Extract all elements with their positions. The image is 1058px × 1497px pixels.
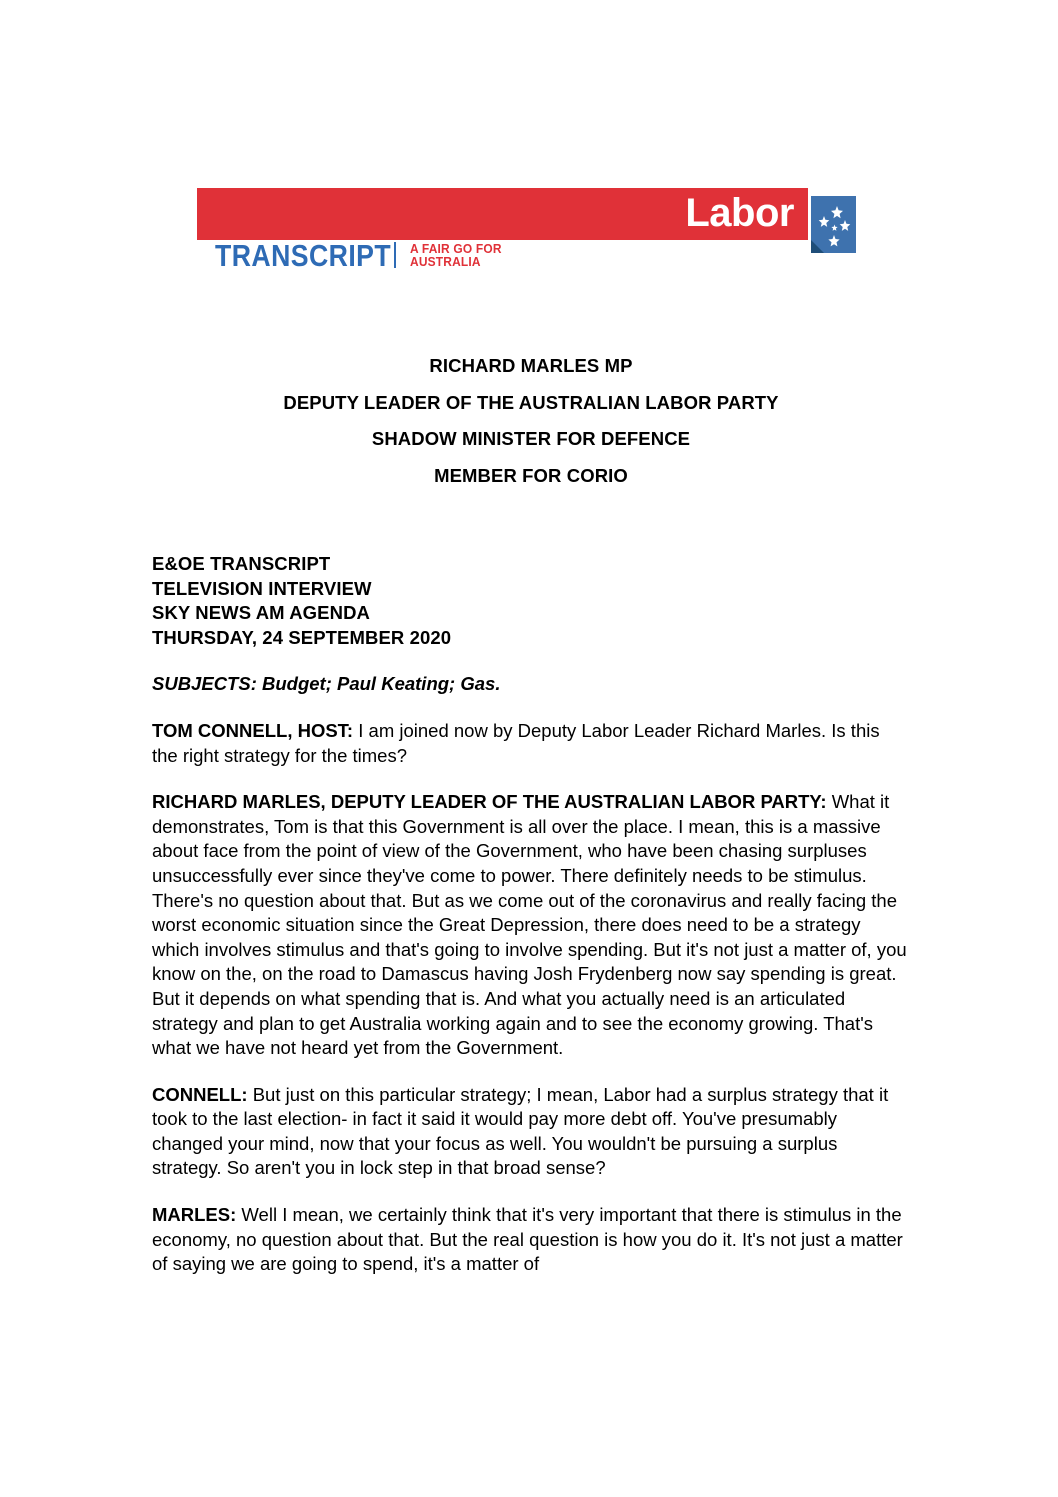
southern-cross-icon: [811, 196, 856, 253]
meta-line-type: TELEVISION INTERVIEW: [152, 577, 372, 599]
meta-line-eoe: E&OE TRANSCRIPT: [152, 553, 331, 574]
document-content: [152, 348, 910, 1277]
title-line-role-deputy-leader: DEPUTY LEADER OF THE AUSTRALIAN LABOR PARTY: [283, 391, 779, 413]
subjects-line: SUBJECTS: Budget; Paul Keating; Gas.: [152, 673, 501, 695]
transcript-paragraph: [152, 790, 910, 1061]
transcript-paragraph: [152, 1083, 910, 1181]
speaker-label: TOM CONNELL, HOST:: [152, 719, 354, 741]
wordmark-divider: [394, 242, 396, 268]
meta-line-program: SKY NEWS AM AGENDA: [152, 602, 370, 624]
spacer: [152, 1061, 910, 1083]
labor-wordmark: Labor: [685, 191, 794, 236]
banner-notch: [811, 240, 824, 253]
slogan-line-1: A FAIR GO FOR: [409, 240, 502, 256]
meta-line-date: THURSDAY, 24 SEPTEMBER 2020: [152, 626, 452, 648]
title-line-role-shadow-minister: SHADOW MINISTER FOR DEFENCE: [371, 428, 691, 449]
speech-text: I am joined now by Deputy Labor Leader Richard Marles. Is this the right strategy for the times?: [152, 719, 880, 766]
speaker-label: RICHARD MARLES, DEPUTY LEADER OF THE AUSTRALIAN LABOR PARTY:: [152, 791, 827, 813]
transcript-paragraph: [152, 1203, 910, 1277]
speaker-label: MARLES:: [152, 1204, 237, 1226]
spacer: [152, 697, 910, 719]
meta-block: [152, 552, 910, 650]
speech-text: Well I mean, we certainly think that it's very important that there is stimulus in the economy, no question about that. But the real question is how you do it. It's not just a matter of saying we are going to spend, it's a matter of: [152, 1204, 903, 1275]
spacer: [152, 1181, 910, 1203]
speech-text: What it demonstrates, Tom is that this Government is all over the place. I mean, this is a massive about face from the point of view of the Government, who have been chasing surpluses unsuccessfully ever since they've come to power. There definitely needs to be stimulus. There's no question about that. But as we come out of the coronavirus and really facing the worst economic situation since the Great Depression, there does need to be a strategy which involves stimulus and that's going to involve spending. But it's not just a matter of, you know on the, on the road to Damascus having Josh Frydenberg now say spending is great. But it depends on what spending that is. And what you actually need is an articulated strategy and plan to get Australia working again and to see the economy growing. That's what we have not heard yet from the Government.: [152, 791, 907, 1059]
transcript-paragraph: [152, 719, 910, 768]
title-block: [152, 348, 910, 494]
spacer: [152, 768, 910, 790]
spacer: [152, 494, 910, 552]
transcript-wordmark: TRANSCRIPT: [215, 237, 392, 273]
letterhead-banner: [197, 188, 857, 244]
speech-text: But just on this particular strategy; I mean, Labor had a surplus strategy that it took to the last election- in fact it said it would pay more debt off. You've presumably changed your mind, now that your focus as well. You wouldn't be pursuing a surplus strategy. So aren't you in lock step in that broad sense?: [152, 1083, 889, 1179]
title-line-name: RICHARD MARLES MP: [429, 355, 633, 376]
slogan-text: [410, 242, 502, 269]
red-banner-bar: [197, 188, 808, 240]
speaker-label: CONNELL:: [152, 1083, 248, 1105]
transcript-wordmark-row: [215, 238, 509, 272]
labor-letterhead: [197, 188, 857, 278]
spacer: [152, 650, 910, 672]
slogan-line-2: AUSTRALIA: [409, 254, 481, 269]
title-line-role-member: MEMBER FOR CORIO: [434, 464, 628, 486]
